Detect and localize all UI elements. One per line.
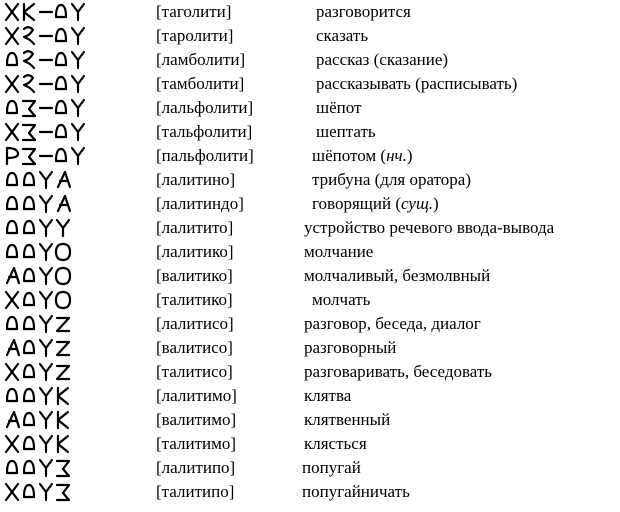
word-row [0,288,620,312]
word-row [0,408,620,432]
script-word-glyphs [4,49,100,71]
transliteration: [тамболити] [156,74,245,93]
script-word-glyphs [4,265,100,287]
word-row [0,72,620,96]
word-row [0,216,620,240]
grammar-abbreviation: нч. [386,146,407,165]
script-word-glyphs [4,385,100,407]
meaning: молчать [312,290,371,309]
meaning [312,144,413,168]
script-word-glyphs [4,337,100,359]
transliteration: [валитисо] [156,338,233,357]
meaning: рассказывать (расписывать) [316,74,518,93]
script-word-glyphs [4,289,100,311]
script-word-glyphs [4,313,100,335]
transliteration: [лалитисо] [156,314,234,333]
word-row [0,144,620,168]
word-row [0,480,620,504]
meaning: трибуна (для оратора) [312,170,472,189]
script-word-glyphs [4,361,100,383]
meaning: попугай [302,458,361,477]
word-row [0,456,620,480]
meaning-part: ) [406,146,413,165]
script-word-glyphs [4,1,100,23]
meaning: молчаливый, безмолвный [304,266,491,285]
meaning-part: говорящий ( [312,194,401,213]
transliteration: [пальфолити] [156,146,254,165]
transliteration: [лалитимо] [156,386,237,405]
word-row [0,0,620,24]
script-word-glyphs [4,433,100,455]
meaning: разговор, беседа, диалог [304,314,481,333]
word-row [0,168,620,192]
word-row [0,96,620,120]
script-word-glyphs [4,241,100,263]
grammar-abbreviation: сущ. [400,194,434,213]
transliteration: [лалитиндо] [156,194,244,213]
meaning: клясться [304,434,367,453]
script-word-glyphs [4,481,100,503]
word-row [0,24,620,48]
transliteration: [лалитино] [156,170,236,189]
meaning [312,192,439,216]
script-word-glyphs [4,97,100,119]
script-word-glyphs [4,145,100,167]
transliteration: [талитипо] [156,482,235,501]
transliteration: [таролити] [156,26,234,45]
script-word-glyphs [4,169,100,191]
transliteration: [талитимо] [156,434,237,453]
script-word-glyphs [4,457,100,479]
transliteration: [валитимо] [156,410,237,429]
transliteration: [талитисо] [156,362,233,381]
word-row [0,360,620,384]
transliteration: [лалитито] [156,218,234,237]
meaning-part: шёпотом ( [312,146,387,165]
word-row [0,120,620,144]
transliteration: [лалитипо] [156,458,236,477]
transliteration: [лальфолити] [156,98,254,117]
transliteration: [валитико] [156,266,233,285]
meaning: рассказ (сказание) [316,50,449,69]
word-row [0,48,620,72]
script-word-glyphs [4,73,100,95]
word-row [0,240,620,264]
meaning: разговаривать, беседовать [304,362,493,381]
meaning: попугайничать [302,482,410,501]
meaning: сказать [316,26,369,45]
script-word-glyphs [4,409,100,431]
meaning: шептать [316,122,376,141]
meaning: разговорный [304,338,397,357]
word-row [0,432,620,456]
word-row [0,264,620,288]
transliteration: [талитико] [156,290,233,309]
meaning: клятвенный [304,410,391,429]
transliteration: [тальфолити] [156,122,253,141]
transliteration: [таголити] [156,2,232,21]
script-word-glyphs [4,193,100,215]
meaning-part: ) [433,194,439,213]
meaning: молчание [304,242,374,261]
meaning: устройство речевого ввода-вывода [304,218,555,237]
script-word-glyphs [4,25,100,47]
transliteration: [ламболити] [156,50,246,69]
word-row [0,192,620,216]
word-row [0,312,620,336]
meaning: шёпот [316,98,362,117]
script-word-glyphs [4,121,100,143]
meaning: клятва [304,386,352,405]
transliteration: [лалитико] [156,242,234,261]
script-word-glyphs [4,217,100,239]
meaning: разговорится [316,2,411,21]
word-row [0,384,620,408]
word-row [0,336,620,360]
